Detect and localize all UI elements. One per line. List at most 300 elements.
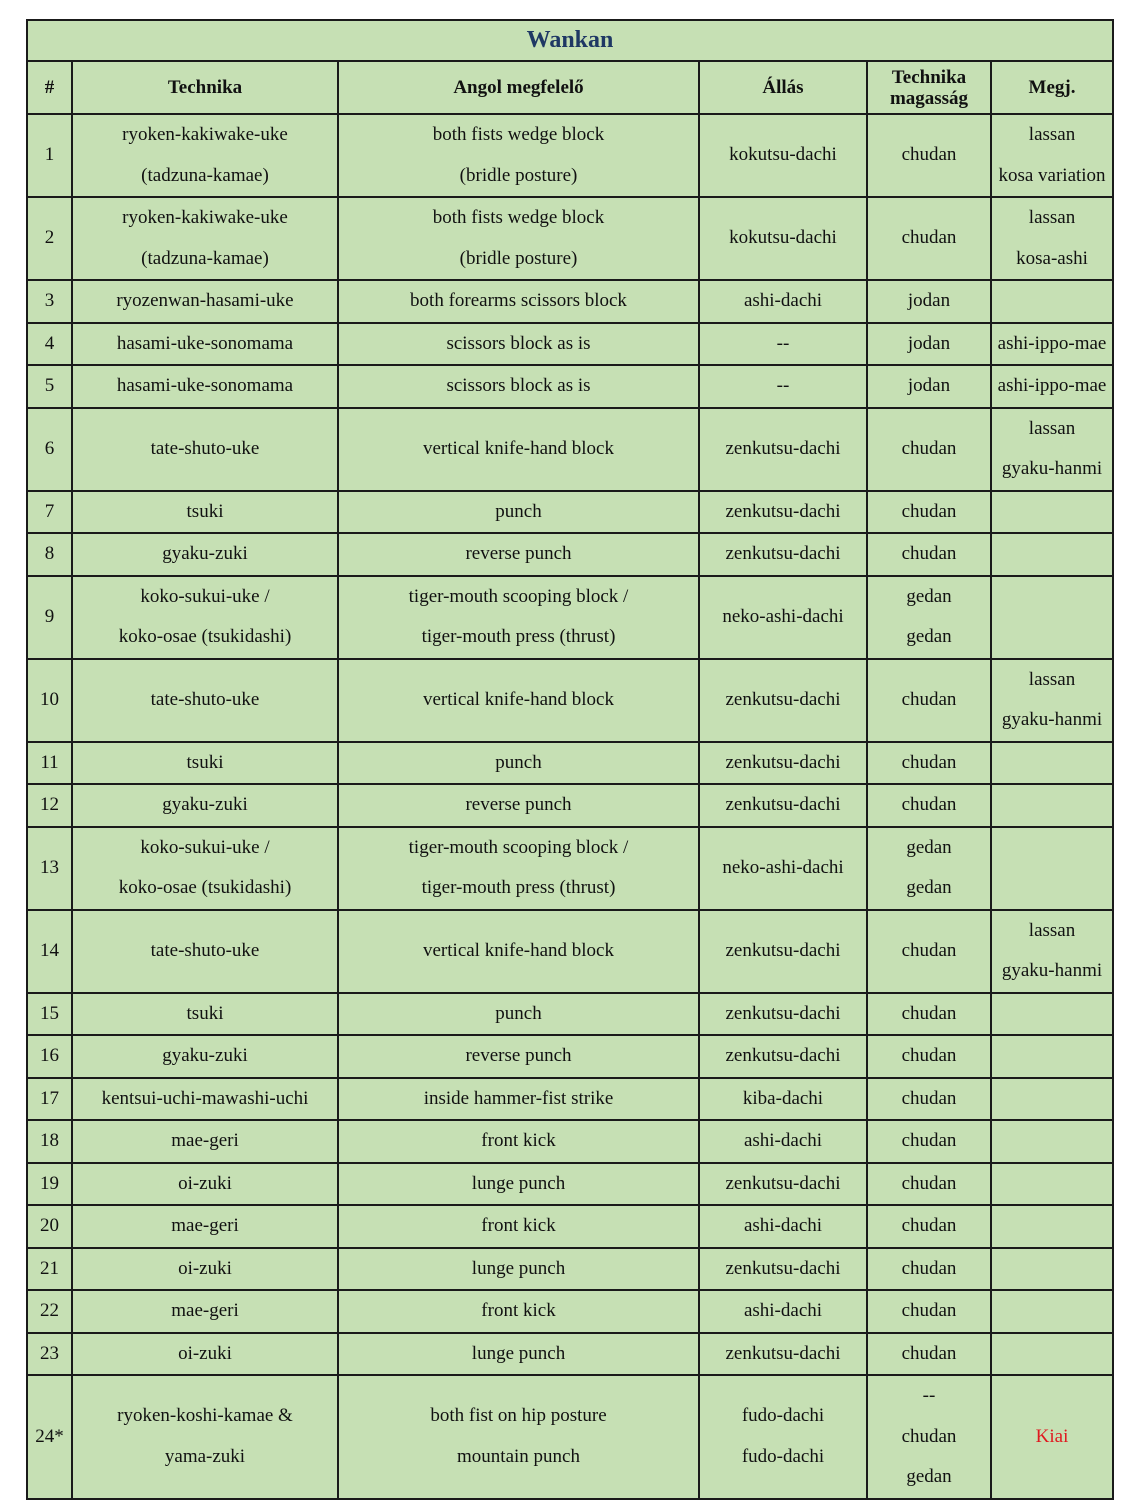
magassag-cell-line: chudan: [901, 144, 957, 166]
angol-cell-line: tiger-mouth press (thrust): [421, 877, 616, 898]
table-row: [27, 1333, 1113, 1376]
technika-cell-line: oi-zuki: [178, 1172, 232, 1194]
table-row: [27, 1078, 1113, 1121]
angol-cell-line: mountain punch: [457, 1445, 580, 1467]
angol-cell: [338, 114, 699, 197]
megj-cell-line: gyaku-hanmi: [1001, 458, 1103, 479]
allas-cell: [699, 1163, 867, 1206]
magassag-cell-line: chudan: [901, 1342, 957, 1364]
technika-cell: [72, 1333, 338, 1376]
technika-cell: [72, 114, 338, 197]
allas-cell: [699, 784, 867, 827]
allas-cell-line: zenkutsu-dachi: [725, 688, 841, 710]
table-row: [27, 910, 1113, 993]
megj-cell: [991, 533, 1113, 576]
allas-cell-line: zenkutsu-dachi: [725, 1002, 841, 1024]
allas-cell: [699, 1120, 867, 1163]
technika-cell: [72, 827, 338, 910]
angol-cell-line: vertical knife-hand block: [423, 688, 614, 710]
magassag-cell-line: chudan: [901, 437, 957, 459]
allas-cell-line: zenkutsu-dachi: [725, 1045, 841, 1066]
megj-cell: [991, 1163, 1113, 1206]
angol-cell: [338, 491, 699, 534]
allas-cell: [699, 742, 867, 785]
allas-cell: [699, 827, 867, 910]
allas-cell: [699, 993, 867, 1036]
header-allas: Állás: [699, 61, 867, 114]
magassag-cell: [867, 1205, 991, 1248]
allas-cell: [699, 659, 867, 742]
technika-cell-line: koko-sukui-uke /: [140, 836, 270, 858]
megj-cell-line: lassan: [1028, 919, 1076, 941]
table-body: [27, 114, 1113, 1499]
magassag-cell-line: chudan: [901, 1215, 957, 1236]
megj-cell-line: lassan: [1028, 668, 1076, 690]
magassag-cell: [867, 910, 991, 993]
row-number: 5: [27, 365, 72, 408]
allas-cell-line: zenkutsu-dachi: [725, 939, 841, 961]
magassag-cell-line: chudan: [901, 500, 957, 522]
allas-cell-line: neko-ashi-dachi: [722, 856, 844, 878]
megj-cell: [991, 827, 1113, 910]
header-num: #: [27, 61, 72, 114]
magassag-cell: [867, 533, 991, 576]
angol-cell-line: both fist on hip posture: [430, 1405, 607, 1427]
angol-cell-line: lunge punch: [471, 1257, 566, 1279]
magassag-cell: [867, 1248, 991, 1291]
megj-cell: [991, 993, 1113, 1036]
technika-cell-line: gyaku-zuki: [162, 1045, 248, 1066]
angol-cell-line: lunge punch: [471, 1172, 566, 1194]
allas-cell-line: zenkutsu-dachi: [725, 1257, 841, 1279]
magassag-cell-line: chudan: [901, 751, 957, 773]
megj-cell: [991, 910, 1113, 993]
angol-cell: [338, 1333, 699, 1376]
technika-cell-line: mae-geri: [171, 1215, 239, 1236]
magassag-cell: [867, 1163, 991, 1206]
angol-cell: [338, 742, 699, 785]
table-row: [27, 1163, 1113, 1206]
technika-cell-line: yama-zuki: [164, 1445, 246, 1467]
angol-cell-line: front kick: [481, 1130, 556, 1151]
kata-sheet: [26, 19, 1112, 1500]
megj-cell-line: kosa variation: [998, 164, 1106, 186]
table-row: [27, 491, 1113, 534]
table-row: [27, 742, 1113, 785]
magassag-cell: [867, 576, 991, 659]
magassag-cell: [867, 114, 991, 197]
magassag-cell: [867, 365, 991, 408]
angol-cell: [338, 910, 699, 993]
angol-cell: [338, 1078, 699, 1121]
allas-cell: [699, 910, 867, 993]
technika-cell-line: oi-zuki: [178, 1342, 232, 1364]
allas-cell-line: zenkutsu-dachi: [725, 437, 841, 459]
technika-cell-line: ryoken-kakiwake-uke: [122, 124, 288, 145]
magassag-cell-line: --: [922, 1385, 936, 1406]
technika-cell: [72, 1290, 338, 1333]
table-row: [27, 323, 1113, 366]
allas-cell-line: zenkutsu-dachi: [725, 1342, 841, 1364]
magassag-cell-line: gedan: [906, 836, 952, 858]
megj-cell-line: lassan: [1028, 124, 1076, 145]
technika-cell-line: tate-shuto-uke: [150, 939, 260, 961]
megj-cell-line: ashi-ippo-mae: [997, 375, 1107, 396]
technika-cell: [72, 659, 338, 742]
magassag-cell: [867, 280, 991, 323]
angol-cell: [338, 197, 699, 280]
allas-cell-line: --: [776, 375, 790, 396]
technika-cell-line: koko-osae (tsukidashi): [118, 626, 292, 647]
technika-cell: [72, 323, 338, 366]
megj-cell: [991, 1120, 1113, 1163]
angol-cell-line: reverse punch: [465, 794, 572, 815]
technika-cell: [72, 1078, 338, 1121]
angol-cell: [338, 1035, 699, 1078]
magassag-cell: [867, 784, 991, 827]
angol-cell-line: punch: [495, 751, 542, 773]
table-row: [27, 1035, 1113, 1078]
row-number: 17: [27, 1078, 72, 1121]
allas-cell-line: zenkutsu-dachi: [725, 794, 841, 815]
allas-cell: [699, 1248, 867, 1291]
magassag-cell: [867, 742, 991, 785]
technika-cell-line: mae-geri: [171, 1300, 239, 1321]
technika-cell: [72, 280, 338, 323]
header-magassag: Technika magasság: [867, 61, 991, 114]
megj-cell-line: gyaku-hanmi: [1001, 709, 1103, 730]
allas-cell: [699, 197, 867, 280]
technika-cell: [72, 784, 338, 827]
row-number: 24*: [27, 1375, 72, 1499]
technika-cell-line: tsuki: [186, 500, 224, 522]
technika-cell-line: ryoken-koshi-kamae &: [117, 1405, 293, 1427]
row-number: 11: [27, 742, 72, 785]
megj-cell-line: ashi-ippo-mae: [997, 332, 1107, 354]
technika-cell: [72, 533, 338, 576]
angol-cell: [338, 827, 699, 910]
magassag-cell: [867, 1290, 991, 1333]
magassag-cell-line: gedan: [906, 877, 952, 898]
header-technika: Technika: [72, 61, 338, 114]
angol-cell-line: reverse punch: [465, 543, 572, 564]
magassag-cell: [867, 323, 991, 366]
technika-cell-line: tsuki: [186, 1002, 224, 1024]
table-row: [27, 114, 1113, 197]
allas-cell-line: zenkutsu-dachi: [725, 751, 841, 773]
allas-cell-line: zenkutsu-dachi: [725, 1172, 841, 1194]
allas-cell: [699, 1078, 867, 1121]
table-row: [27, 1248, 1113, 1291]
table-row: [27, 1375, 1113, 1499]
row-number: 21: [27, 1248, 72, 1291]
magassag-cell: [867, 659, 991, 742]
angol-cell-line: scissors block as is: [446, 332, 591, 354]
magassag-cell: [867, 408, 991, 491]
angol-cell-line: lunge punch: [471, 1342, 566, 1364]
megj-cell: [991, 408, 1113, 491]
magassag-cell-line: gedan: [906, 626, 952, 647]
magassag-cell-line: chudan: [901, 1130, 957, 1151]
table-row: [27, 365, 1113, 408]
technika-cell-line: (tadzuna-kamae): [141, 247, 269, 269]
angol-cell: [338, 1205, 699, 1248]
allas-cell: [699, 365, 867, 408]
table-row: [27, 197, 1113, 280]
angol-cell: [338, 784, 699, 827]
table-row: [27, 1205, 1113, 1248]
table-title: Wankan: [27, 20, 1113, 61]
megj-cell: [991, 659, 1113, 742]
magassag-cell-line: chudan: [901, 1300, 957, 1321]
magassag-cell: [867, 1078, 991, 1121]
technika-cell: [72, 365, 338, 408]
row-number: 2: [27, 197, 72, 280]
angol-cell-line: inside hammer-fist strike: [423, 1087, 614, 1109]
technika-cell: [72, 491, 338, 534]
technika-cell: [72, 993, 338, 1036]
technika-cell: [72, 742, 338, 785]
angol-cell: [338, 576, 699, 659]
allas-cell-line: --: [776, 332, 790, 354]
title-row: [27, 20, 1113, 61]
angol-cell-line: (bridle posture): [459, 247, 578, 269]
angol-cell-line: both fists wedge block: [432, 124, 605, 145]
technika-cell-line: gyaku-zuki: [162, 794, 248, 815]
header-megj: Megj.: [991, 61, 1113, 114]
angol-cell: [338, 408, 699, 491]
magassag-cell: [867, 491, 991, 534]
magassag-cell-line: chudan: [901, 227, 957, 249]
allas-cell-line: kokutsu-dachi: [729, 144, 837, 166]
megj-cell-line: lassan: [1028, 207, 1076, 228]
megj-cell-line: gyaku-hanmi: [1001, 960, 1103, 981]
megj-cell: [991, 576, 1113, 659]
angol-cell: [338, 365, 699, 408]
magassag-cell-line: chudan: [901, 543, 957, 564]
angol-cell-line: tiger-mouth press (thrust): [421, 626, 616, 647]
angol-cell: [338, 1248, 699, 1291]
table-row: [27, 827, 1113, 910]
row-number: 4: [27, 323, 72, 366]
row-number: 12: [27, 784, 72, 827]
magassag-cell-line: chudan: [901, 1257, 957, 1279]
megj-cell: [991, 1290, 1113, 1333]
allas-cell: [699, 533, 867, 576]
angol-cell-line: tiger-mouth scooping block /: [408, 585, 629, 607]
angol-cell-line: (bridle posture): [459, 164, 578, 186]
allas-cell-line: kokutsu-dachi: [729, 227, 837, 249]
magassag-cell-line: chudan: [901, 1425, 957, 1447]
technika-cell: [72, 910, 338, 993]
kata-table: [26, 19, 1114, 1500]
allas-cell: [699, 323, 867, 366]
megj-cell: [991, 114, 1113, 197]
megj-cell: [991, 742, 1113, 785]
table-row: [27, 784, 1113, 827]
angol-cell-line: punch: [495, 1002, 542, 1024]
allas-cell-line: ashi-dachi: [743, 1300, 823, 1321]
angol-cell-line: punch: [495, 500, 542, 522]
magassag-cell: [867, 197, 991, 280]
technika-cell: [72, 197, 338, 280]
table-row: [27, 408, 1113, 491]
angol-cell-line: front kick: [481, 1215, 556, 1236]
magassag-cell-line: chudan: [901, 1172, 957, 1194]
technika-cell-line: koko-osae (tsukidashi): [118, 877, 292, 898]
allas-cell: [699, 1035, 867, 1078]
allas-cell-line: kiba-dachi: [742, 1087, 824, 1109]
technika-cell: [72, 1375, 338, 1499]
angol-cell-line: vertical knife-hand block: [423, 437, 614, 459]
magassag-cell-line: gedan: [906, 585, 952, 607]
angol-cell: [338, 280, 699, 323]
angol-cell-line: tiger-mouth scooping block /: [408, 836, 629, 858]
allas-cell: [699, 1333, 867, 1376]
technika-cell-line: mae-geri: [171, 1130, 239, 1151]
allas-cell: [699, 1205, 867, 1248]
technika-cell: [72, 1035, 338, 1078]
table-row: [27, 659, 1113, 742]
technika-cell-line: ryoken-kakiwake-uke: [122, 207, 288, 228]
allas-cell-line: ashi-dachi: [743, 290, 823, 311]
technika-cell-line: (tadzuna-kamae): [141, 164, 269, 186]
table-row: [27, 993, 1113, 1036]
technika-cell-line: hasami-uke-sonomama: [116, 332, 294, 354]
megj-cell: [991, 365, 1113, 408]
megj-cell-line: lassan: [1028, 417, 1076, 439]
megj-cell: [991, 197, 1113, 280]
row-number: 1: [27, 114, 72, 197]
allas-cell: [699, 408, 867, 491]
magassag-cell: [867, 1120, 991, 1163]
magassag-cell: [867, 1035, 991, 1078]
technika-cell: [72, 1120, 338, 1163]
technika-cell-line: oi-zuki: [178, 1257, 232, 1279]
magassag-cell: [867, 1333, 991, 1376]
magassag-cell-line: chudan: [901, 794, 957, 815]
technika-cell: [72, 1248, 338, 1291]
magassag-cell-line: chudan: [901, 939, 957, 961]
angol-cell-line: scissors block as is: [446, 375, 591, 396]
angol-cell: [338, 1163, 699, 1206]
row-number: 10: [27, 659, 72, 742]
allas-cell-line: zenkutsu-dachi: [725, 500, 841, 522]
allas-cell-line: ashi-dachi: [743, 1130, 823, 1151]
technika-cell-line: ryozenwan-hasami-uke: [116, 290, 294, 311]
allas-cell-line: zenkutsu-dachi: [725, 543, 841, 564]
magassag-cell-line: chudan: [901, 688, 957, 710]
technika-cell-line: kentsui-uchi-mawashi-uchi: [101, 1087, 309, 1109]
allas-cell: [699, 114, 867, 197]
angol-cell: [338, 1290, 699, 1333]
megj-cell: [991, 323, 1113, 366]
allas-cell: [699, 1290, 867, 1333]
technika-cell: [72, 576, 338, 659]
megj-cell: [991, 1248, 1113, 1291]
magassag-cell: [867, 827, 991, 910]
row-number: 23: [27, 1333, 72, 1376]
table-row: [27, 280, 1113, 323]
magassag-cell-line: chudan: [901, 1087, 957, 1109]
megj-cell-line: kosa-ashi: [1016, 247, 1088, 269]
angol-cell: [338, 1120, 699, 1163]
angol-cell-line: reverse punch: [465, 1045, 572, 1066]
allas-cell: [699, 491, 867, 534]
megj-cell: [991, 1035, 1113, 1078]
angol-cell: [338, 659, 699, 742]
megj-cell: [991, 491, 1113, 534]
row-number: 18: [27, 1120, 72, 1163]
row-number: 19: [27, 1163, 72, 1206]
angol-cell-line: vertical knife-hand block: [423, 939, 614, 961]
angol-cell-line: both forearms scissors block: [410, 290, 627, 311]
row-number: 22: [27, 1290, 72, 1333]
angol-cell: [338, 323, 699, 366]
magassag-cell: [867, 993, 991, 1036]
megj-cell: [991, 784, 1113, 827]
megj-cell: [991, 1333, 1113, 1376]
angol-cell-line: front kick: [481, 1300, 556, 1321]
angol-cell: [338, 1375, 699, 1499]
magassag-cell-line: gedan: [906, 1466, 952, 1487]
row-number: 8: [27, 533, 72, 576]
row-number: 3: [27, 280, 72, 323]
table-row: [27, 533, 1113, 576]
magassag-cell-line: jodan: [907, 375, 951, 396]
magassag-cell-line: chudan: [901, 1045, 957, 1066]
allas-cell-line: ashi-dachi: [743, 1215, 823, 1236]
angol-cell: [338, 533, 699, 576]
row-number: 16: [27, 1035, 72, 1078]
technika-cell-line: hasami-uke-sonomama: [116, 375, 294, 396]
row-number: 9: [27, 576, 72, 659]
allas-cell: [699, 576, 867, 659]
header-row: [27, 61, 1113, 114]
row-number: 15: [27, 993, 72, 1036]
row-number: 6: [27, 408, 72, 491]
magassag-cell-line: jodan: [907, 290, 951, 311]
allas-cell-line: neko-ashi-dachi: [722, 605, 844, 627]
angol-cell: [338, 993, 699, 1036]
magassag-cell: [867, 1375, 991, 1499]
allas-cell-line: fudo-dachi: [741, 1445, 825, 1467]
megj-cell: [991, 1205, 1113, 1248]
technika-cell: [72, 1163, 338, 1206]
technika-cell-line: gyaku-zuki: [162, 543, 248, 564]
kiai-note: Kiai: [1035, 1425, 1069, 1447]
allas-cell: [699, 280, 867, 323]
row-number: 20: [27, 1205, 72, 1248]
magassag-cell-line: jodan: [907, 332, 951, 354]
allas-cell: [699, 1375, 867, 1499]
table-row: [27, 576, 1113, 659]
technika-cell: [72, 408, 338, 491]
allas-cell-line: fudo-dachi: [741, 1405, 825, 1427]
row-number: 13: [27, 827, 72, 910]
technika-cell-line: tsuki: [186, 751, 224, 773]
technika-cell-line: koko-sukui-uke /: [140, 585, 270, 607]
magassag-cell-line: chudan: [901, 1002, 957, 1024]
technika-cell-line: tate-shuto-uke: [150, 437, 260, 459]
technika-cell-line: tate-shuto-uke: [150, 688, 260, 710]
megj-cell: [991, 1375, 1113, 1499]
header-angol: Angol megfelelő: [338, 61, 699, 114]
megj-cell: [991, 1078, 1113, 1121]
table-row: [27, 1120, 1113, 1163]
angol-cell-line: both fists wedge block: [432, 207, 605, 228]
table-row: [27, 1290, 1113, 1333]
